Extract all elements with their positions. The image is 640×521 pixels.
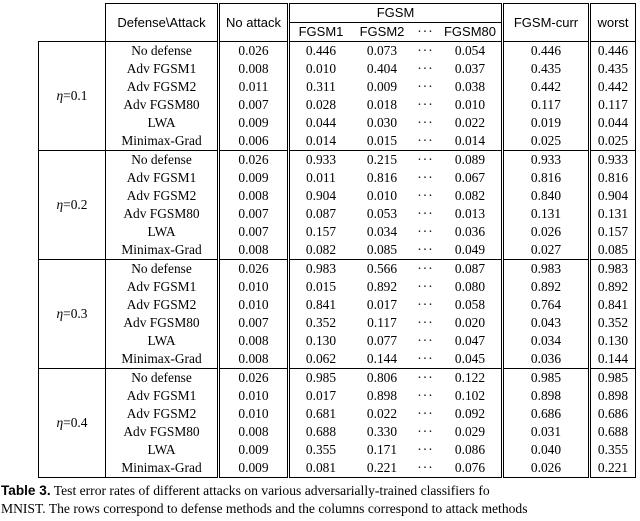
table-row: [39, 441, 636, 459]
defense-cell: Adv FGSM80: [106, 205, 219, 223]
worst-cell: 0.144: [590, 350, 636, 369]
caption-label: Table 3.: [1, 483, 51, 498]
fgsm1-cell: 0.681: [289, 405, 353, 423]
table-row: [39, 368, 636, 387]
no-attack-cell: 0.026: [219, 150, 289, 169]
fgsm-curr-cell: 0.446: [503, 41, 590, 60]
fgsm-dots-cell: ···: [417, 278, 434, 294]
defense-cell: Adv FGSM1: [106, 169, 219, 187]
no-attack-cell: 0.010: [219, 387, 289, 405]
fgsm-curr-cell: 0.040: [503, 441, 590, 459]
no-attack-cell: 0.008: [219, 350, 289, 369]
eta-value: =0.4: [63, 414, 88, 430]
fgsm2-cell: 0.221: [352, 459, 412, 478]
no-attack-cell: 0.026: [219, 368, 289, 387]
fgsm2-cell: 0.404: [366, 60, 398, 76]
fgsm80-cell: 0.045: [439, 350, 503, 369]
eta-value: =0.1: [63, 87, 88, 103]
fgsm80-header: FGSM80: [439, 22, 503, 41]
fgsm80-cell: 0.089: [439, 150, 503, 169]
fgsm-dots-cell: ···: [417, 223, 434, 239]
fgsm-dots-cell: ···: [417, 205, 434, 221]
fgsm-curr-cell: 0.036: [503, 350, 590, 369]
worst-cell: 0.892: [590, 278, 636, 296]
worst-cell: 0.157: [590, 223, 636, 241]
eta-label: [39, 41, 106, 150]
fgsm80-cell: 0.037: [439, 60, 503, 78]
eta-symbol: η: [56, 196, 64, 212]
defense-cell: LWA: [106, 441, 219, 459]
fgsm-dots-cell: ···: [417, 423, 434, 439]
fgsm1-cell: 0.130: [289, 332, 353, 350]
no-attack-cell: 0.008: [219, 60, 289, 78]
worst-header: worst: [590, 4, 636, 42]
no-attack-cell: 0.008: [219, 241, 289, 260]
fgsm1-cell: 0.062: [289, 350, 353, 369]
no-attack-cell: 0.007: [219, 205, 289, 223]
fgsm1-cell: 0.311: [289, 78, 353, 96]
table-row: [39, 223, 636, 241]
fgsm-curr-cell: 0.131: [503, 205, 590, 223]
fgsm-dots-cell: ···: [417, 78, 434, 94]
fgsm2-cell: 0.009: [366, 78, 398, 94]
table-row: [39, 459, 636, 478]
fgsm2-cell: 0.898: [366, 387, 398, 403]
fgsm80-cell: 0.067: [439, 169, 503, 187]
fgsm-dots-cell: ···: [412, 241, 439, 260]
fgsm-dots-header: ···: [417, 23, 434, 39]
table-row: [39, 423, 636, 441]
fgsm1-cell: 0.904: [289, 187, 353, 205]
fgsm2-cell: 0.566: [352, 259, 412, 278]
table-row: [39, 405, 636, 423]
fgsm2-cell: 0.030: [366, 114, 398, 130]
defense-cell: Adv FGSM2: [106, 405, 219, 423]
defense-cell: No defense: [106, 368, 219, 387]
fgsm-curr-cell: 0.816: [503, 169, 590, 187]
worst-cell: 0.117: [590, 96, 636, 114]
no-attack-cell: 0.009: [219, 459, 289, 478]
fgsm1-cell: 0.352: [289, 314, 353, 332]
fgsm-dots-cell: ···: [417, 169, 434, 185]
fgsm2-cell: 0.117: [367, 314, 397, 330]
worst-cell: 0.352: [590, 314, 636, 332]
eta-value: =0.2: [63, 196, 88, 212]
no-attack-cell: 0.007: [219, 223, 289, 241]
fgsm80-cell: 0.020: [439, 314, 503, 332]
table-row: [39, 332, 636, 350]
fgsm80-cell: 0.054: [439, 41, 503, 60]
fgsm2-cell: 0.806: [352, 368, 412, 387]
defense-cell: No defense: [106, 150, 219, 169]
defense-cell: Adv FGSM80: [106, 96, 219, 114]
worst-cell: 0.985: [590, 368, 636, 387]
no-attack-cell: 0.010: [219, 296, 289, 314]
fgsm-dots-cell: ···: [417, 96, 434, 112]
table-row: [39, 205, 636, 223]
eta-label: [39, 259, 106, 368]
defense-cell: LWA: [106, 114, 219, 132]
no-attack-cell: 0.009: [219, 114, 289, 132]
fgsm1-cell: 0.688: [289, 423, 353, 441]
table-row: [39, 187, 636, 205]
fgsm-curr-cell: 0.898: [503, 387, 590, 405]
fgsm-dots-cell: ···: [417, 60, 434, 76]
no-attack-cell: 0.026: [219, 41, 289, 60]
defense-cell: Adv FGSM80: [106, 314, 219, 332]
fgsm80-cell: 0.029: [439, 423, 503, 441]
fgsm2-cell: 0.892: [366, 278, 398, 294]
worst-cell: 0.688: [590, 423, 636, 441]
no-attack-cell: 0.009: [219, 441, 289, 459]
fgsm-dots-cell: ···: [417, 187, 434, 203]
defense-cell: Adv FGSM2: [106, 187, 219, 205]
fgsm-curr-cell: 0.031: [503, 423, 590, 441]
fgsm-dots-cell: ···: [417, 314, 434, 330]
defense-cell: No defense: [106, 259, 219, 278]
fgsm-curr-cell: 0.933: [503, 150, 590, 169]
no-attack-header: No attack: [219, 4, 289, 42]
fgsm2-header: FGSM2: [359, 23, 405, 39]
fgsm2-cell: 0.215: [352, 150, 412, 169]
fgsm80-cell: 0.013: [439, 205, 503, 223]
worst-cell: 0.841: [590, 296, 636, 314]
defense-cell: LWA: [106, 223, 219, 241]
defense-cell: No defense: [106, 41, 219, 60]
fgsm2-cell: 0.018: [366, 96, 398, 112]
fgsm2-cell: 0.144: [352, 350, 412, 369]
no-attack-cell: 0.008: [219, 423, 289, 441]
fgsm80-cell: 0.086: [439, 441, 503, 459]
fgsm-dots-cell: ···: [417, 387, 434, 403]
fgsm80-cell: 0.092: [439, 405, 503, 423]
fgsm-curr-cell: 0.983: [503, 259, 590, 278]
fgsm1-cell: 0.355: [289, 441, 353, 459]
fgsm80-cell: 0.014: [439, 132, 503, 151]
worst-cell: 0.025: [590, 132, 636, 151]
fgsm2-cell: 0.816: [366, 169, 398, 185]
fgsm80-cell: 0.076: [439, 459, 503, 478]
eta-label: [39, 368, 106, 477]
fgsm-dots-cell: ···: [417, 332, 434, 348]
defense-cell: Adv FGSM1: [106, 278, 219, 296]
fgsm1-cell: 0.157: [289, 223, 353, 241]
no-attack-cell: 0.026: [219, 259, 289, 278]
no-attack-cell: 0.009: [219, 169, 289, 187]
no-attack-cell: 0.010: [219, 278, 289, 296]
header-row-1: [39, 4, 636, 23]
fgsm1-cell: 0.983: [289, 259, 353, 278]
fgsm1-header: FGSM1: [289, 22, 353, 41]
caption-line-2: MNIST. The rows correspond to defense methods and the columns correspond to attack methods: [1, 501, 528, 516]
fgsm-curr-cell: 0.019: [503, 114, 590, 132]
eta-label: [39, 150, 106, 259]
defense-cell: Adv FGSM2: [106, 78, 219, 96]
table-row: [39, 296, 636, 314]
fgsm-dots-cell: ···: [417, 114, 434, 130]
table-row: [39, 314, 636, 332]
fgsm1-cell: 0.933: [289, 150, 353, 169]
fgsm80-cell: 0.080: [439, 278, 503, 296]
fgsm80-cell: 0.102: [439, 387, 503, 405]
fgsm-curr-cell: 0.026: [503, 459, 590, 478]
fgsm1-cell: 0.985: [289, 368, 353, 387]
fgsm80-cell: 0.036: [439, 223, 503, 241]
fgsm2-cell: 0.015: [352, 132, 412, 151]
fgsm2-cell: 0.077: [366, 332, 398, 348]
fgsm-dots-cell: ···: [412, 368, 439, 387]
defense-cell: Adv FGSM1: [106, 387, 219, 405]
fgsm-curr-cell: 0.435: [503, 60, 590, 78]
fgsm80-cell: 0.047: [439, 332, 503, 350]
fgsm-curr-cell: 0.025: [503, 132, 590, 151]
fgsm80-cell: 0.058: [439, 296, 503, 314]
defense-cell: Adv FGSM80: [106, 423, 219, 441]
fgsm1-cell: 0.017: [289, 387, 353, 405]
worst-cell: 0.085: [590, 241, 636, 260]
table-row: [39, 387, 636, 405]
eta-symbol: η: [56, 305, 64, 321]
fgsm-curr-cell: 0.027: [503, 241, 590, 260]
fgsm-dots-cell: ···: [412, 132, 439, 151]
defense-cell: Minimax-Grad: [106, 350, 219, 369]
fgsm-curr-cell: 0.840: [503, 187, 590, 205]
fgsm2-cell: 0.010: [366, 187, 398, 203]
table-row: [39, 114, 636, 132]
table-row: [39, 78, 636, 96]
no-attack-cell: 0.008: [219, 332, 289, 350]
fgsm-dots-cell: ···: [417, 441, 434, 457]
fgsm1-cell: 0.087: [289, 205, 353, 223]
fgsm80-cell: 0.010: [439, 96, 503, 114]
table-row: [39, 150, 636, 169]
no-attack-cell: 0.007: [219, 314, 289, 332]
worst-cell: 0.355: [590, 441, 636, 459]
table-row: [39, 60, 636, 78]
fgsm-curr-cell: 0.985: [503, 368, 590, 387]
defense-cell: Minimax-Grad: [106, 459, 219, 478]
worst-cell: 0.044: [590, 114, 636, 132]
worst-cell: 0.933: [590, 150, 636, 169]
fgsm-dots-cell: ···: [412, 150, 439, 169]
fgsm-curr-cell: 0.764: [503, 296, 590, 314]
fgsm1-cell: 0.010: [289, 60, 353, 78]
table-row: [39, 169, 636, 187]
eta-value: =0.3: [63, 305, 88, 321]
fgsm2-cell: 0.330: [366, 423, 398, 439]
fgsm-curr-cell: 0.043: [503, 314, 590, 332]
fgsm-curr-cell: 0.442: [503, 78, 590, 96]
fgsm1-cell: 0.011: [289, 169, 353, 187]
worst-cell: 0.446: [590, 41, 636, 60]
worst-cell: 0.442: [590, 78, 636, 96]
no-attack-cell: 0.011: [219, 78, 289, 96]
table-row: [39, 241, 636, 260]
defense-cell: LWA: [106, 332, 219, 350]
fgsm1-cell: 0.841: [289, 296, 353, 314]
no-attack-cell: 0.006: [219, 132, 289, 151]
fgsm1-cell: 0.081: [289, 459, 353, 478]
worst-cell: 0.983: [590, 259, 636, 278]
fgsm1-cell: 0.044: [289, 114, 353, 132]
fgsm-dots-cell: ···: [417, 405, 434, 421]
fgsm1-cell: 0.014: [289, 132, 353, 151]
fgsm2-cell: 0.034: [366, 223, 398, 239]
eta-symbol: η: [56, 414, 64, 430]
fgsm80-cell: 0.049: [439, 241, 503, 260]
caption-line-1: Test error rates of different attacks on various adversarially-trained classifiers fo: [53, 483, 490, 498]
worst-cell: 0.816: [590, 169, 636, 187]
worst-cell: 0.131: [590, 205, 636, 223]
worst-cell: 0.898: [590, 387, 636, 405]
worst-cell: 0.435: [590, 60, 636, 78]
fgsm-curr-cell: 0.686: [503, 405, 590, 423]
fgsm-dots-cell: ···: [412, 41, 439, 60]
fgsm80-cell: 0.022: [439, 114, 503, 132]
fgsm80-cell: 0.038: [439, 78, 503, 96]
defense-cell: Minimax-Grad: [106, 132, 219, 151]
defense-cell: Minimax-Grad: [106, 241, 219, 260]
fgsm80-cell: 0.087: [439, 259, 503, 278]
fgsm2-cell: 0.073: [352, 41, 412, 60]
fgsm-curr-cell: 0.026: [503, 223, 590, 241]
fgsm2-cell: 0.171: [366, 441, 398, 457]
no-attack-cell: 0.008: [219, 187, 289, 205]
fgsm-curr-header: FGSM-curr: [503, 4, 590, 42]
table-row: [39, 350, 636, 369]
table-row: [39, 41, 636, 60]
fgsm-group-header: FGSM: [289, 4, 503, 23]
fgsm1-cell: 0.028: [289, 96, 353, 114]
results-table: [38, 3, 636, 478]
fgsm2-cell: 0.017: [366, 296, 398, 312]
worst-cell: 0.130: [590, 332, 636, 350]
table-row: [39, 278, 636, 296]
defense-cell: Adv FGSM2: [106, 296, 219, 314]
fgsm-curr-cell: 0.117: [503, 96, 590, 114]
worst-cell: 0.686: [590, 405, 636, 423]
fgsm80-cell: 0.082: [439, 187, 503, 205]
no-attack-cell: 0.007: [219, 96, 289, 114]
defense-attack-header: Defense\Attack: [106, 4, 219, 42]
worst-cell: 0.904: [590, 187, 636, 205]
fgsm2-cell: 0.053: [366, 205, 398, 221]
fgsm-dots-cell: ···: [412, 350, 439, 369]
fgsm80-cell: 0.122: [439, 368, 503, 387]
fgsm-dots-cell: ···: [412, 459, 439, 478]
no-attack-cell: 0.010: [219, 405, 289, 423]
fgsm-curr-cell: 0.034: [503, 332, 590, 350]
fgsm1-cell: 0.015: [289, 278, 353, 296]
fgsm1-cell: 0.082: [289, 241, 353, 260]
fgsm-dots-cell: ···: [417, 296, 434, 312]
fgsm-dots-cell: ···: [412, 259, 439, 278]
worst-cell: 0.221: [590, 459, 636, 478]
fgsm2-cell: 0.022: [366, 405, 398, 421]
eta-symbol: η: [56, 87, 64, 103]
table-caption: [1, 482, 640, 518]
table-row: [39, 132, 636, 151]
table-row: [39, 96, 636, 114]
table-row: [39, 259, 636, 278]
fgsm2-cell: 0.085: [352, 241, 412, 260]
fgsm-curr-cell: 0.892: [503, 278, 590, 296]
defense-cell: Adv FGSM1: [106, 60, 219, 78]
fgsm1-cell: 0.446: [289, 41, 353, 60]
